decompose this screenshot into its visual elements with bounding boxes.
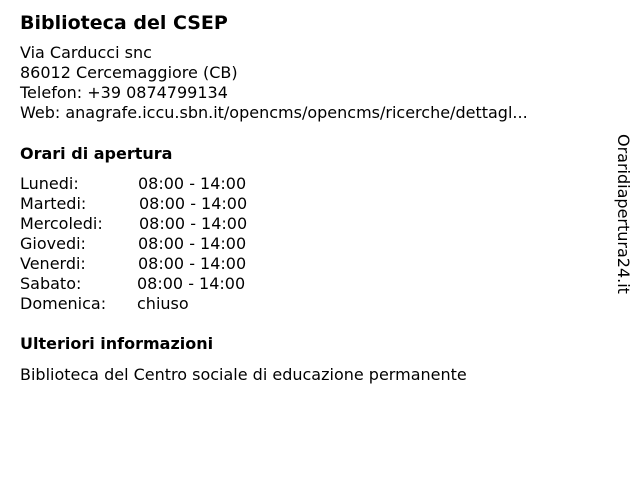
day-label: Venerdi: xyxy=(20,254,86,273)
hours-value: 08:00 - 14:00 xyxy=(139,214,248,233)
day-label: Giovedi: xyxy=(20,234,86,253)
web-line: Web: anagrafe.iccu.sbn.it/opencms/opencms/ricerche/dettagl... xyxy=(20,103,528,122)
side-brand-text: Oraridiapertura24.it xyxy=(614,134,633,294)
day-label: Sabato: xyxy=(20,274,82,293)
address-line: Via Carducci snc xyxy=(20,43,152,62)
library-title: Biblioteca del CSEP xyxy=(20,12,228,34)
day-label: Martedi: xyxy=(20,194,87,213)
phone-line: Telefon: +39 0874799134 xyxy=(20,83,228,102)
info-heading: Ulteriori informazioni xyxy=(20,334,214,353)
hours-heading: Orari di apertura xyxy=(20,144,173,163)
hours-value: chiuso xyxy=(137,294,189,313)
day-label: Lunedi: xyxy=(20,174,79,193)
hours-value: 08:00 - 14:00 xyxy=(139,194,248,213)
hours-value: 08:00 - 14:00 xyxy=(138,254,247,273)
contact-block xyxy=(20,43,528,123)
day-label: Domenica: xyxy=(20,294,107,313)
city-line: 86012 Cercemaggiore (CB) xyxy=(20,63,238,82)
hours-value: 08:00 - 14:00 xyxy=(138,234,247,253)
hours-value: 08:00 - 14:00 xyxy=(138,174,247,193)
day-label: Mercoledi: xyxy=(20,214,103,233)
info-text: Biblioteca del Centro sociale di educazione permanente xyxy=(20,365,467,384)
hours-value: 08:00 - 14:00 xyxy=(137,274,246,293)
